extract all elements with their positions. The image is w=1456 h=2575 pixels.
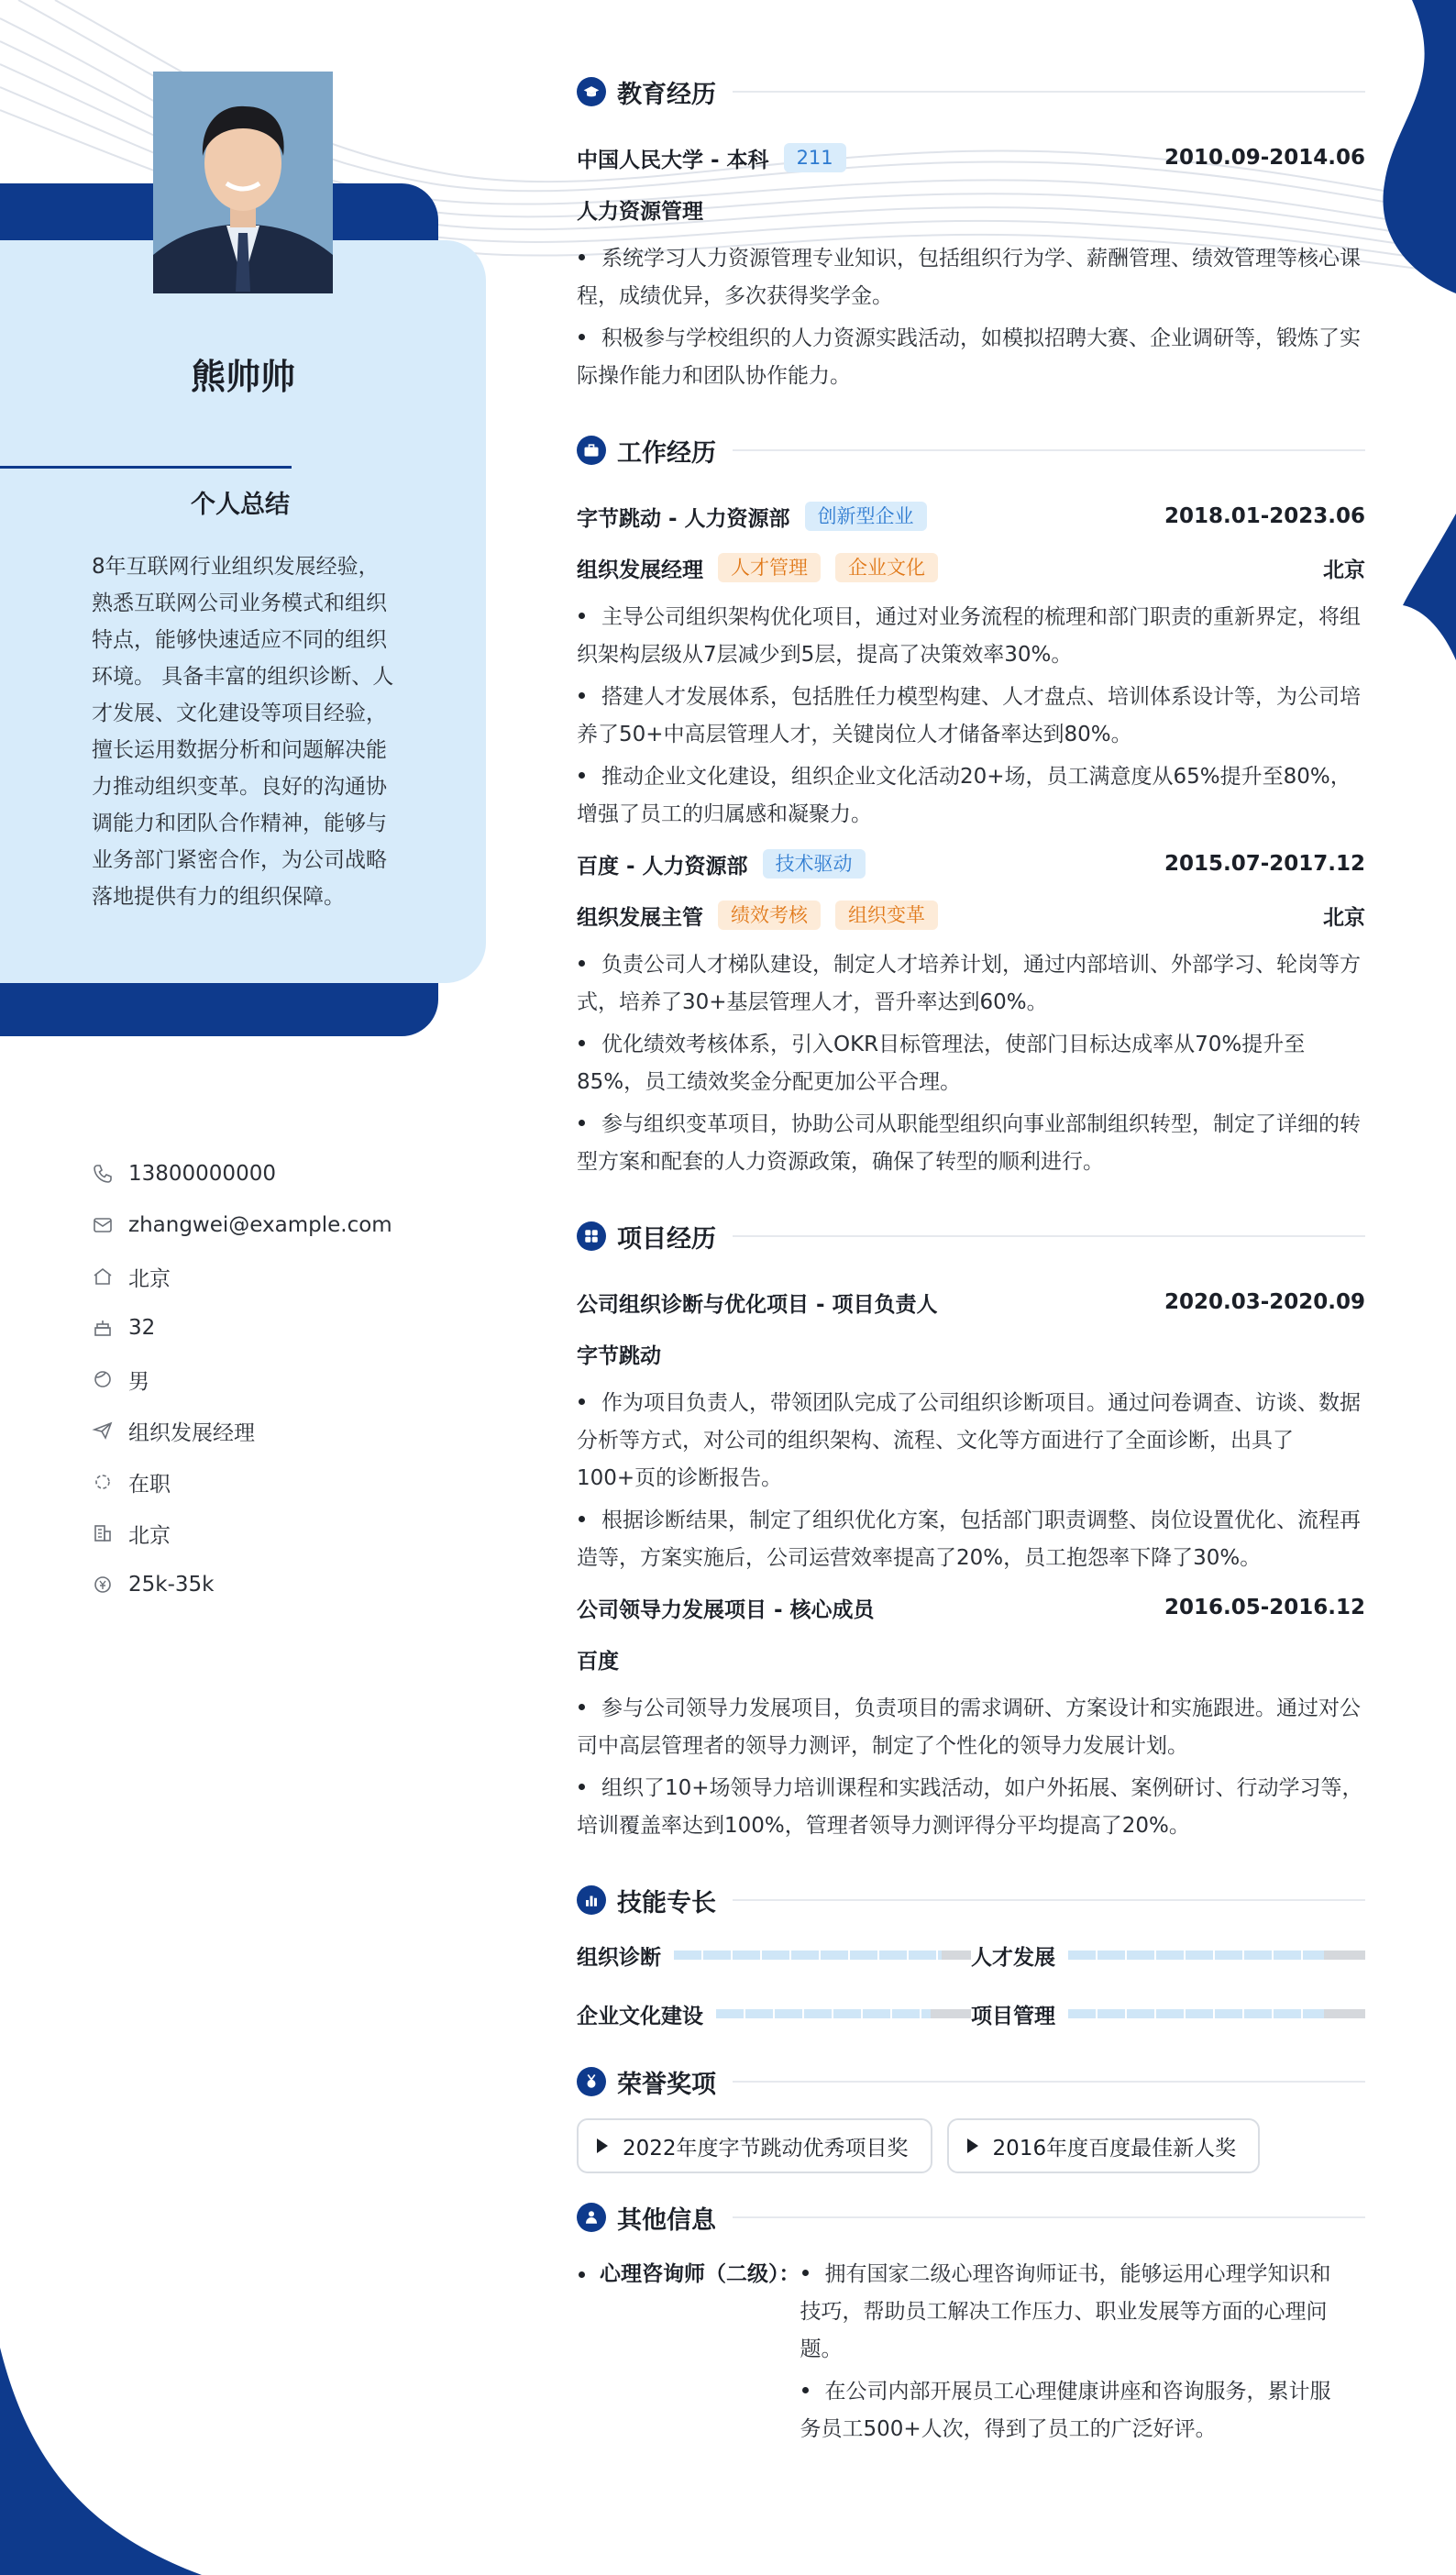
- contact-list: [92, 1148, 392, 1610]
- skill-name: 企业文化建设: [577, 2004, 703, 2028]
- honor-item: [947, 2118, 1261, 2173]
- list-item: 拥有国家二级心理咨询师证书，能够运用心理学知识和技巧，帮助员工解决工作压力、职业发展等方面的心理问题。: [800, 2256, 1341, 2369]
- other-title: 其他信息: [617, 2205, 716, 2235]
- contact-position-value: 组织发展经理: [128, 1420, 255, 1445]
- list-item: 参与组织变革项目，协助公司从职能型组织向事业部制组织转型，制定了详细的转型方案和配套的人力资源政策，确保了转型的顺利进行。: [577, 1106, 1365, 1181]
- honors-title: 荣誉奖项: [617, 2070, 716, 2099]
- list-item: 优化绩效考核体系，引入OKR目标管理法，使部门目标达成率从70%提升至85%，员工绩效奖金分配更加公平合理。: [577, 1026, 1365, 1101]
- skill-bar: [1068, 2009, 1365, 2018]
- skill-bar: [1068, 1951, 1365, 1960]
- other-bullets: [800, 2256, 1341, 2453]
- contact-age-value: 32: [128, 1316, 156, 1340]
- project-org-row: [577, 1328, 1365, 1379]
- list-item: 积极参与学校组织的人力资源实践活动，如模拟招聘大赛、企业调研等，锻炼了实际操作能力和团队协作能力。: [577, 320, 1365, 395]
- contact-phone-value: 13800000000: [128, 1162, 276, 1186]
- company-tag: 创新型企业: [805, 502, 927, 531]
- project-org-row: [577, 1633, 1365, 1685]
- summary-title: 个人总结: [191, 491, 290, 519]
- list-item: 在公司内部开展员工心理健康讲座和咨询服务，累计服务员工500+人次，得到了员工的广泛好评。: [800, 2373, 1341, 2448]
- briefcase-icon: [577, 436, 606, 465]
- project-name: 公司组织诊断与优化项目 - 项目负责人: [577, 1292, 938, 1317]
- contact-email: [92, 1199, 392, 1251]
- list-item: 搭建人才发展体系，包括胜任力模型构建、人才盘点、培训体系设计等，为公司培养了50+中高层管理人才，关键岗位人才储备率达到80%。: [577, 679, 1365, 754]
- honors-list: [577, 2118, 1365, 2173]
- skill-name: 组织诊断: [577, 1945, 661, 1970]
- position-row: [577, 890, 1365, 941]
- position-name: 组织发展经理: [577, 558, 703, 582]
- skill-bar: [674, 1951, 971, 1960]
- contact-gender: [92, 1354, 392, 1405]
- skill-item: [971, 1990, 1365, 2038]
- major-name: 人力资源管理: [577, 199, 703, 224]
- education-row: [577, 132, 1365, 183]
- skill-item: [577, 1990, 971, 2038]
- project-date: 2020.03-2020.09: [1164, 1290, 1365, 1314]
- contact-salary: [92, 1559, 392, 1610]
- skill-item: [971, 1931, 1365, 1979]
- candidate-name: 熊帅帅: [190, 357, 295, 397]
- other-item: [577, 2256, 1365, 2453]
- section-divider: [733, 91, 1365, 93]
- skill-tag: 绩效考核: [718, 901, 821, 930]
- project-bullets: [577, 1385, 1365, 1577]
- list-item: 组织了10+场领导力培训课程和实践活动，如户外拓展、案例研讨、行动学习等，培训覆盖率达到100%，管理者领导力测评得分平均提高了20%。: [577, 1770, 1365, 1845]
- certificate-label: 心理咨询师（二级）：: [577, 2256, 800, 2453]
- position-name: 组织发展主管: [577, 905, 703, 930]
- skill-fill: [674, 1951, 942, 1960]
- skills-section: [577, 1878, 1365, 2038]
- job-row: [577, 491, 1365, 542]
- graduation-cap-icon: [577, 77, 606, 106]
- project-bullets: [577, 1690, 1365, 1845]
- company-name: 字节跳动 - 人力资源部: [577, 506, 790, 531]
- gender-icon: [92, 1368, 114, 1390]
- honor-label: 2022年度字节跳动优秀项目奖: [623, 2136, 909, 2161]
- phone-icon: [92, 1163, 114, 1185]
- job-bullets: [577, 946, 1365, 1181]
- name-divider: [0, 466, 292, 469]
- avatar: [153, 72, 333, 293]
- status-icon: [92, 1471, 114, 1493]
- contact-city-value: 北京: [128, 1523, 171, 1548]
- mail-icon: [92, 1214, 114, 1236]
- skill-name: 项目管理: [971, 2004, 1055, 2028]
- cake-icon: [92, 1317, 114, 1339]
- skill-tag: 人才管理: [718, 553, 821, 582]
- project-org: 字节跳动: [577, 1343, 661, 1368]
- position-row: [577, 542, 1365, 593]
- job-date: 2018.01-2023.06: [1164, 504, 1365, 528]
- job-city: 北京: [1323, 905, 1365, 930]
- job-date: 2015.07-2017.12: [1164, 852, 1365, 876]
- job-row: [577, 838, 1365, 890]
- project-date: 2016.05-2016.12: [1164, 1596, 1365, 1619]
- school-tag: 211: [784, 143, 846, 172]
- honor-label: 2016年度百度最佳新人奖: [992, 2136, 1237, 2161]
- job-city: 北京: [1323, 558, 1365, 582]
- salary-icon: [92, 1574, 114, 1596]
- projects-section: [577, 1214, 1365, 1845]
- skills-grid: [577, 1931, 1365, 2038]
- send-icon: [92, 1420, 114, 1442]
- other-header: [577, 2195, 1365, 2239]
- home-icon: [92, 1265, 114, 1288]
- work-title: 工作经历: [617, 438, 716, 468]
- other-section: [577, 2195, 1365, 2453]
- skills-title: 技能专长: [617, 1888, 716, 1917]
- bar-chart-icon: [577, 1885, 606, 1915]
- medal-icon: [577, 2067, 606, 2096]
- list-item: 负责公司人才梯队建设，制定人才培养计划，通过内部培训、外部学习、轮岗等方式，培养了30+基层管理人才，晋升率达到60%。: [577, 946, 1365, 1022]
- skill-name: 人才发展: [971, 1945, 1055, 1970]
- education-section: [577, 70, 1365, 395]
- contact-status: [92, 1456, 392, 1508]
- honors-section: [577, 2060, 1365, 2173]
- skills-header: [577, 1878, 1365, 1922]
- play-triangle-icon: [597, 2138, 608, 2153]
- main-content: [577, 70, 1365, 2453]
- contact-location: [92, 1251, 392, 1302]
- skill-tag: 企业文化: [835, 553, 938, 582]
- section-divider: [733, 1899, 1365, 1901]
- honors-header: [577, 2060, 1365, 2104]
- company-tag: 技术驱动: [763, 849, 866, 879]
- projects-header: [577, 1214, 1365, 1258]
- skill-item: [577, 1931, 971, 1979]
- contact-age: [92, 1302, 392, 1354]
- skill-fill: [1068, 1951, 1324, 1960]
- work-header: [577, 428, 1365, 472]
- contact-position: [92, 1405, 392, 1456]
- section-divider: [733, 449, 1365, 451]
- contact-salary-value: 25k-35k: [128, 1573, 215, 1597]
- project-row: [577, 1582, 1365, 1633]
- section-divider: [733, 2081, 1365, 2083]
- grid-icon: [577, 1221, 606, 1251]
- summary-text: 8年互联网行业组织发展经验，熟悉互联网公司业务模式和组织特点，能够快速适应不同的组织环境。 具备丰富的组织诊断、人才发展、文化建设等项目经验，擅长运用数据分析和问题解决能力推动组织变革。良好的沟通协调能力和团队合作精神，能够与业务部门紧密合作，为公司战略落地提供有力的组织保障。: [92, 555, 394, 909]
- skill-fill: [716, 2009, 931, 2018]
- school-name: 中国人民大学 - 本科: [577, 148, 769, 172]
- contact-city: [92, 1508, 392, 1559]
- section-divider: [733, 1235, 1365, 1237]
- contact-status-value: 在职: [128, 1472, 171, 1497]
- section-divider: [733, 2216, 1365, 2218]
- list-item: 主导公司组织架构优化项目，通过对业务流程的梳理和部门职责的重新界定，将组织架构层级从7层减少到5层，提高了决策效率30%。: [577, 599, 1365, 674]
- skill-bar: [716, 2009, 971, 2018]
- education-title: 教育经历: [617, 80, 716, 109]
- project-org: 百度: [577, 1649, 619, 1674]
- job-bullets: [577, 599, 1365, 834]
- projects-title: 项目经历: [617, 1224, 716, 1254]
- contact-phone: [92, 1148, 392, 1199]
- company-name: 百度 - 人力资源部: [577, 854, 748, 879]
- person-icon: [577, 2203, 606, 2232]
- building-icon: [92, 1522, 114, 1544]
- project-row: [577, 1276, 1365, 1328]
- list-item: 参与公司领导力发展项目，负责项目的需求调研、方案设计和实施跟进。通过对公司中高层管理者的领导力测评，制定了个性化的领导力发展计划。: [577, 1690, 1365, 1765]
- education-header: [577, 70, 1365, 114]
- contact-email-value: zhangwei@example.com: [128, 1213, 392, 1237]
- list-item: 作为项目负责人，带领团队完成了公司组织诊断项目。通过问卷调查、访谈、数据分析等方式，对公司的组织架构、流程、文化等方面进行了全面诊断，出具了100+页的诊断报告。: [577, 1385, 1365, 1497]
- list-item: 根据诊断结果，制定了组织优化方案，包括部门职责调整、岗位设置优化、流程再造等，方案实施后，公司运营效率提高了20%，员工抱怨率下降了30%。: [577, 1502, 1365, 1577]
- work-section: [577, 428, 1365, 1181]
- major-row: [577, 183, 1365, 235]
- contact-location-value: 北京: [128, 1266, 171, 1291]
- play-triangle-icon: [967, 2138, 978, 2153]
- skill-fill: [1068, 2009, 1324, 2018]
- list-item: 系统学习人力资源管理专业知识，包括组织行为学、薪酬管理、绩效管理等核心课程，成绩优异，多次获得奖学金。: [577, 240, 1365, 315]
- project-name: 公司领导力发展项目 - 核心成员: [577, 1597, 875, 1622]
- education-date: 2010.09-2014.06: [1164, 146, 1365, 170]
- honor-item: [577, 2118, 932, 2173]
- skill-tag: 组织变革: [835, 901, 938, 930]
- contact-gender-value: 男: [128, 1369, 149, 1394]
- education-bullets: [577, 240, 1365, 395]
- list-item: 推动企业文化建设，组织企业文化活动20+场，员工满意度从65%提升至80%，增强了员工的归属感和凝聚力。: [577, 758, 1365, 834]
